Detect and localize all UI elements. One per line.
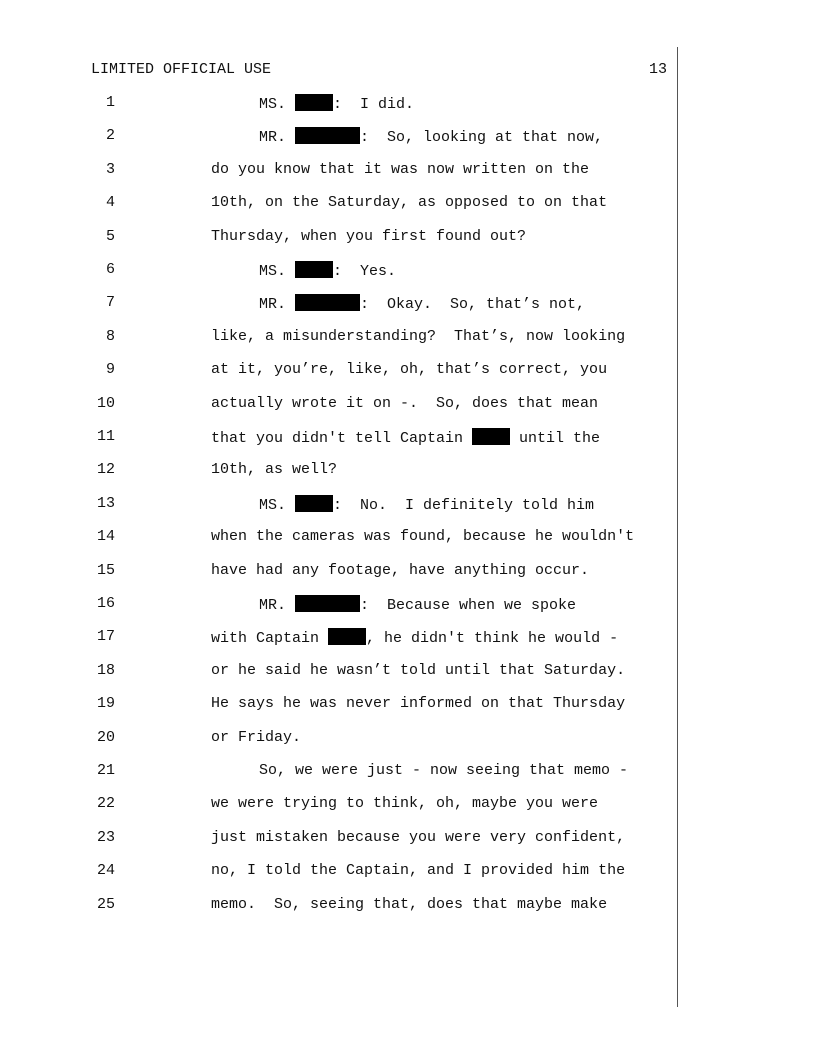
line-number: 13 — [96, 494, 115, 512]
line-text-segment: like, a misunderstanding? That’s, now looking — [211, 327, 626, 345]
transcript-line — [0, 461, 816, 481]
line-number: 24 — [96, 862, 115, 880]
line-text-segment: MR. — [259, 129, 296, 147]
line-text-segment: : Yes. — [333, 263, 397, 280]
redaction-box — [295, 261, 333, 278]
line-number: 19 — [96, 695, 115, 713]
line-text — [211, 695, 625, 712]
transcript-line — [0, 862, 816, 882]
line-number: 4 — [105, 194, 115, 212]
classification-marking: LIMITED OFFICIAL USE — [91, 61, 272, 78]
line-text-segment: MS. — [259, 263, 296, 280]
line-text-segment: MS. — [259, 96, 296, 113]
line-text-segment: memo. So, seeing that, does that maybe make — [211, 895, 608, 913]
transcript-line — [0, 562, 816, 582]
line-text-segment: MR. — [259, 597, 296, 614]
line-text-segment: do you know that it was now written on the — [211, 160, 590, 178]
line-number: 23 — [96, 828, 115, 846]
line-text — [211, 361, 607, 378]
transcript-line — [0, 528, 816, 548]
redaction-box — [295, 127, 360, 144]
line-number: 1 — [105, 94, 115, 111]
line-text — [211, 228, 526, 245]
transcript-line — [0, 729, 816, 749]
line-text-segment: at it, you’re, like, oh, that’s correct, you — [211, 361, 608, 379]
line-text-segment: : So, looking at that now, — [360, 129, 604, 147]
line-text — [259, 762, 628, 779]
line-text-segment: , he didn't think he would - — [366, 630, 619, 648]
transcript-line — [0, 662, 816, 682]
line-text-segment: just mistaken because you were very confident, — [211, 828, 626, 846]
line-text-segment: MS. — [259, 496, 296, 514]
line-text-segment: 10th, as well? — [211, 461, 338, 479]
line-text — [211, 328, 625, 345]
transcript-line — [0, 94, 816, 114]
line-text — [211, 829, 625, 846]
page-number: 13 — [648, 61, 667, 78]
line-text — [211, 628, 618, 647]
line-text-segment: or he said he wasn’t told until that Saturday. — [211, 661, 626, 679]
line-number: 17 — [96, 628, 115, 646]
line-text-segment: So, we were just - now seeing that memo - — [259, 762, 629, 779]
transcript-line — [0, 428, 816, 448]
line-text-segment: when the cameras was found, because he wouldn't — [211, 528, 635, 546]
line-number: 25 — [96, 895, 115, 913]
line-text — [259, 294, 585, 313]
line-number: 11 — [96, 428, 115, 445]
line-text — [259, 495, 594, 514]
line-text — [259, 127, 603, 146]
line-number: 7 — [105, 294, 115, 312]
line-text — [211, 161, 589, 178]
page-header — [91, 61, 667, 81]
line-number: 5 — [105, 227, 115, 245]
line-text — [211, 194, 607, 211]
transcript-line — [0, 762, 816, 782]
line-text-segment: : I did. — [333, 96, 415, 113]
redaction-box — [295, 294, 360, 311]
line-number: 10 — [96, 394, 115, 412]
transcript-line — [0, 127, 816, 147]
line-text-segment: until the — [510, 430, 601, 447]
transcript-line — [0, 829, 816, 849]
line-text-segment: or Friday. — [211, 728, 302, 746]
line-number: 20 — [96, 728, 115, 746]
line-text — [211, 428, 600, 447]
redaction-box — [472, 428, 510, 445]
line-text — [259, 261, 396, 280]
line-number: 12 — [96, 461, 115, 479]
line-text-segment: Thursday, when you first found out? — [211, 227, 527, 245]
line-number: 3 — [105, 160, 115, 178]
redaction-box — [295, 595, 360, 612]
transcript-line — [0, 161, 816, 181]
line-number: 21 — [96, 762, 115, 779]
line-text — [211, 896, 607, 913]
line-number: 18 — [96, 661, 115, 679]
line-number: 15 — [96, 561, 115, 579]
line-number: 14 — [96, 528, 115, 546]
line-number: 2 — [105, 127, 115, 145]
transcript-line — [0, 628, 816, 648]
transcript-line — [0, 294, 816, 314]
line-text — [211, 395, 598, 412]
line-number: 9 — [105, 361, 115, 379]
line-text-segment: that you didn't tell Captain — [211, 430, 473, 447]
line-text-segment: no, I told the Captain, and I provided him the — [211, 862, 626, 880]
transcript-line — [0, 194, 816, 214]
transcript-line — [0, 228, 816, 248]
line-number: 22 — [96, 795, 115, 813]
line-text-segment: : Because when we spoke — [360, 597, 577, 614]
line-text — [259, 595, 576, 614]
line-text-segment: we were trying to think, oh, maybe you were — [211, 795, 599, 813]
line-text — [211, 461, 337, 478]
line-text-segment: actually wrote it on -. So, does that mean — [211, 394, 599, 412]
transcript-line — [0, 595, 816, 615]
line-text — [211, 662, 625, 679]
transcript-line — [0, 361, 816, 381]
line-text-segment: with Captain — [211, 630, 329, 648]
line-number: 8 — [105, 327, 115, 345]
transcript-line — [0, 695, 816, 715]
line-number: 16 — [96, 595, 115, 612]
line-text-segment: He says he was never informed on that Thursday — [211, 695, 626, 713]
line-text — [259, 94, 414, 113]
transcript-line — [0, 261, 816, 281]
line-text-segment: : Okay. So, that’s not, — [360, 296, 586, 314]
transcript-line — [0, 395, 816, 415]
line-text — [211, 862, 625, 879]
transcript-line — [0, 328, 816, 348]
redaction-box — [295, 495, 333, 512]
line-text — [211, 729, 301, 746]
line-text-segment: MR. — [259, 296, 296, 314]
transcript-line — [0, 896, 816, 916]
redaction-box — [295, 94, 333, 111]
line-text — [211, 562, 589, 579]
line-text — [211, 795, 598, 812]
line-number: 6 — [105, 261, 115, 278]
transcript-line — [0, 795, 816, 815]
line-text — [211, 528, 634, 545]
line-text-segment: 10th, on the Saturday, as opposed to on that — [211, 194, 608, 212]
redaction-box — [328, 628, 366, 645]
line-text-segment: : No. I definitely told him — [333, 496, 595, 514]
line-text-segment: have had any footage, have anything occur. — [211, 561, 590, 579]
transcript-line — [0, 495, 816, 515]
